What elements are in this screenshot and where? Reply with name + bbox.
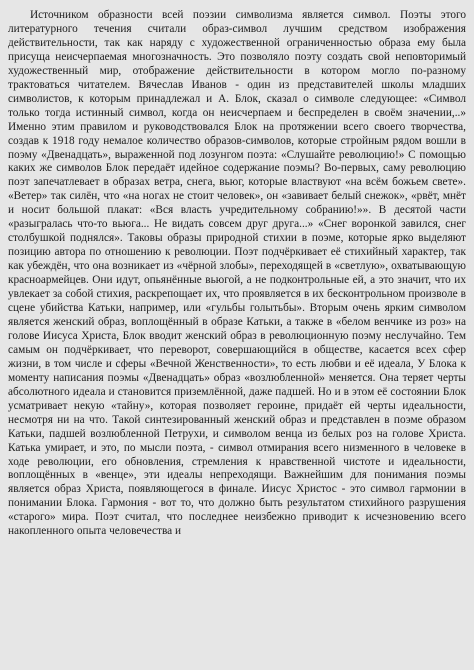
essay-paragraph: Источником образности всей поэзии символизма является символ. Поэты этого литературного течения считали образ-символ лучшим средством изображения действительности, так как наряду с художественной ограниченностью образа ему была присуща неисчерпаемая многозначность. Это позволяло поэту создать свой неповторимый художественный мир, отображение действительности в котором могло по-разному трактоваться читателем. Вячеслав Иванов - один из представителей школы младших символистов, к которым принадлежал и А. Блок, сказал о символе следующее: «Символ только тогда истинный символ, когда он неисчерпаем и беспределен в своём значении,..» Именно этим правилом и руководствовался Блок на протяжении всего своего творчества, создав к 1918 году немалое количество образов-символов, которые стройным рядом вошли в поэму «Двенадцать», выраженной под лозунгом поэта: «Слушайте революцию!» С помощью каких же символов Блок передаёт идейное содержание поэмы? Во-первых, саму революцию поэт запечатлевает в образах ветра, снега, вьюг, которые властвуют «на всём божьем свете». «Ветер» так силён, что «на ногах не стоит человек», он «завивает белый снежок», «рвёт, мнёт и носит большой плакат: «Вся власть учредительному собранию!»». В десятой части «разыгралась что-то вьюга... Не видать совсем друг друга...» «Снег воронкой завился, снег столбушкой поднялся». Таковы образы природной стихии в поэме, которые ярко выделяют позицию автора по отношению к революции. Поэт подчёркивает её стихийный характер, так как убеждён, что она возникает из «чёрной злобы», переходящей в «светлую», охватывающую красноармейцев. Они идут, опьянённые вьюгой, а не подконтрольные ей, а это значит, что их увлекает за собой стихия, раскрепощает их, что проявляется в их бесконтрольном произволе в сцене убийства Катьки, например, или «гульбы голытьбы». Вторым очень ярким символом является женский образ, воплощённый в образе Катьки, а также в «белом венчике из роз» на голове Иисуса Христа, Блок вводит женский образ в революционную поэму неслучайно. Тем самым он подчёркивает, что переворот, совершающийся в обществе, касается всех сфер жизни, в том числе и сферы «Вечной Женственности», то есть любви и её идеала, У Блока к моменту написания поэмы «Двенадцать» образ «возлюбленной» меняется. Она теряет черты абсолютного идеала и становится приземлённой, даже падшей. Но и в этом её состоянии Блок усматривает некую «тайну», которая позволяет героине, придаёт ей черты идеальности, несмотря ни на что. Такой синтезированный женский образ и представлен в поэме образом Катьки, падшей возлюбленной Петрухи, и символом венца из белых роз на голове Христа. Катька умирает, и это, по мысли поэта, - символ отмирания всего низменного в человеке в ходе революции, его обновления, стремления к нравственной чистоте и идеальности, воплощённых в «венце», эти идеалы непреходящи. Важнейшим для понимания поэмы является образ Христа, появляющегося в финале. Иисус Христос - это символ гармонии в понимании Блока. Гармония - вот то, что должно быть результатом стихийного разрушения «старого» мира. Поэт считал, что последнее неизбежно приводит к исчезновению всего накопленного опыта человечества и [8, 9, 466, 538]
